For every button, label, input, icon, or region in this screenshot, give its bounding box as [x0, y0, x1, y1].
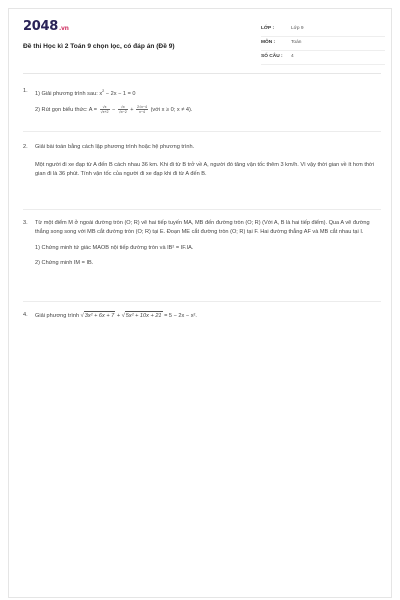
question-divider	[23, 209, 381, 210]
site-logo[interactable]	[23, 19, 69, 34]
meta-row-class	[261, 23, 385, 37]
question-divider	[23, 301, 381, 302]
question-body	[35, 87, 380, 121]
q4-equation: Giải phương trình √3x² + 6x + 7 + √5x² + 10x + 21 = 5 − 2x − x².	[35, 313, 197, 319]
question-body	[35, 311, 380, 327]
meta-key: MÔN :	[261, 40, 276, 45]
question-number: 1.	[23, 88, 28, 94]
question-body	[35, 143, 380, 185]
q2-text: Một người đi xe đạp từ A đến B cách nhau 36 km. Khi đi từ B trở về A, người đó tăng vận tốc thêm 3 km/h. Vì vậy thời gian về ít hơn thời gian đi là 36 phút. Tính vận tốc của người đi xe đạp khi đi từ A đến B.	[35, 162, 374, 177]
sqrt-symbol: √	[80, 313, 84, 319]
fraction: $\frac{√x}{√x+2}$	[100, 104, 109, 114]
header-divider	[23, 73, 381, 74]
meta-key: LỚP :	[261, 26, 275, 31]
meta-key: SỐ CÂU :	[261, 54, 283, 59]
exam-sheet	[8, 8, 392, 598]
q1-part1: 1) Giải phương trình sau: $x^2 - 2x - 1 = 0$	[35, 89, 136, 97]
meta-value: Lớp 9	[291, 26, 304, 31]
question-number: 4.	[23, 312, 28, 318]
q3-part1: 1) Chứng minh tứ giác MAOB nội tiếp đường tròn và IB² = IF.IA.	[35, 245, 194, 251]
q1-part2: 2) Rút gọn biểu thức: A = $\frac{√x}{√x+2}$ − $\frac{√x}{√x-2}$ + $\frac{2√x-4}{x-4}$ (với x ≥ 0; x ≠ 4).	[35, 104, 193, 114]
q2-intro: Giải bài toán bằng cách lập phương trình hoặc hệ phương trình.	[35, 144, 195, 150]
question-number: 3.	[23, 220, 28, 226]
question-divider	[23, 131, 381, 132]
question-body	[35, 219, 380, 274]
logo-suffix: .vn	[58, 25, 69, 32]
exam-meta	[261, 23, 385, 65]
meta-row-subject	[261, 37, 385, 51]
fraction: $\frac{√x}{√x-2}$	[118, 104, 127, 114]
q3-part2: 2) Chứng minh IM = IB.	[35, 260, 94, 266]
q3-text: Từ một điểm M ở ngoài đường tròn (O; R) vẽ hai tiếp tuyến MA, MB đến đường tròn (O; R) (Với A, B là hai tiếp điểm). Qua A vẽ đường thẳng song song với MB cắt đường tròn (O; R) tại E. Đoạn ME cắt đường tròn (O; R) tại F. Hai đường thẳng AF và MB cắt nhau tại I.	[35, 220, 370, 235]
radicand: 3x² + 6x + 7	[84, 313, 115, 319]
radicand: 5x² + 10x + 21	[125, 313, 162, 319]
logo-main: 2048	[23, 19, 58, 34]
exam-header	[9, 9, 393, 69]
meta-value: 4	[291, 54, 294, 59]
exam-title: Đề thi Học kì 2 Toán 9 chọn lọc, có đáp án (Đề 9)	[23, 43, 175, 50]
sqrt-symbol: √	[121, 313, 125, 319]
fraction: $\frac{2√x-4}{x-4}$	[137, 104, 147, 114]
meta-value: Toán	[291, 40, 302, 45]
meta-row-count	[261, 51, 385, 65]
question-number: 2.	[23, 144, 28, 150]
